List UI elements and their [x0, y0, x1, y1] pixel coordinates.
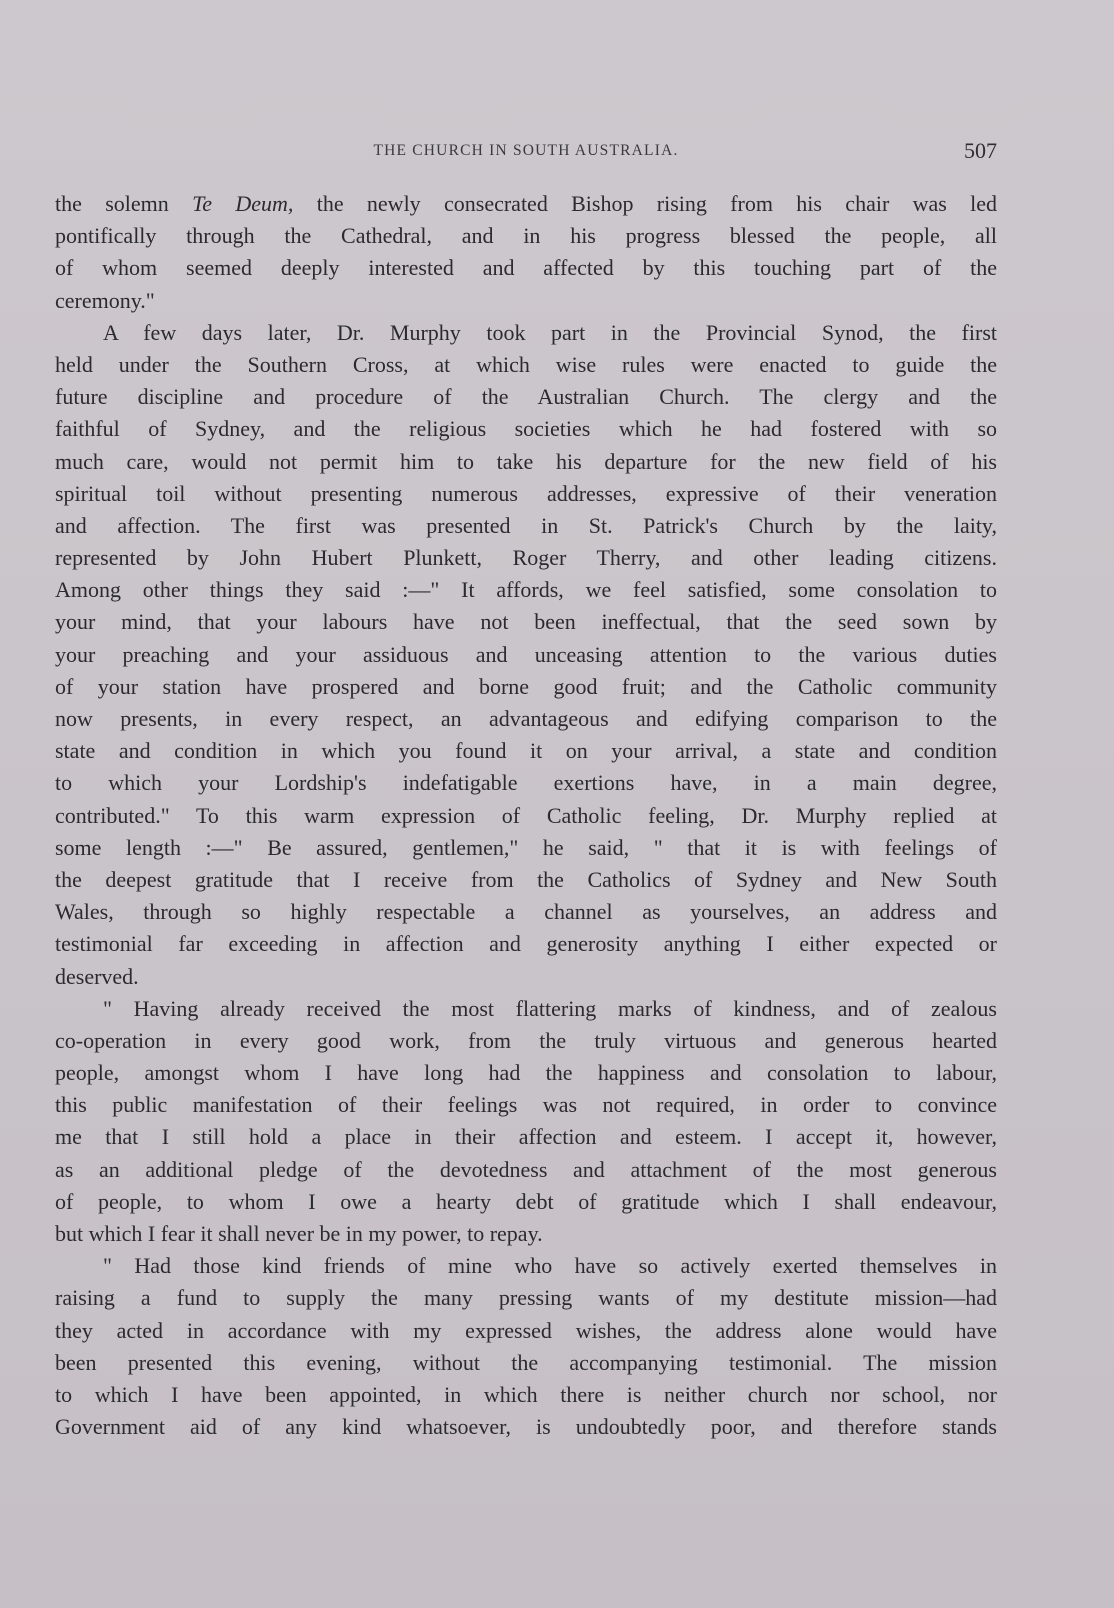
- text-line: Among other things they said :—" It affords, we feel satisfied, some consolation to: [55, 577, 997, 603]
- text-line: future discipline and procedure of the Australian Church. The clergy and the: [55, 384, 997, 410]
- text-line: they acted in accordance with my expressed wishes, the address alone would have: [55, 1317, 997, 1343]
- text-line: your preaching and your assiduous and unceasing attention to the various duties: [55, 641, 997, 667]
- text-line: represented by John Hubert Plunkett, Roger Therry, and other leading citizens.: [55, 545, 997, 571]
- text-line: and affection. The first was presented in St. Patrick's Church by the laity,: [55, 512, 997, 538]
- text-line: been presented this evening, without the accompanying testimonial. The mission: [55, 1349, 997, 1375]
- text-line: people, amongst whom I have long had the happiness and consolation to labour,: [55, 1060, 997, 1086]
- text-line: spiritual toil without presenting numerous addresses, expressive of their veneration: [55, 480, 997, 506]
- text-line: to which your Lordship's indefatigable exertions have, in a main degree,: [55, 770, 997, 796]
- text-line: but which I fear it shall never be in my power, to repay.: [55, 1221, 543, 1246]
- running-head: THE CHURCH IN SOUTH AUSTRALIA.: [373, 142, 679, 159]
- paragraph: [55, 993, 997, 1251]
- page-header: [55, 138, 997, 168]
- text-line: of whom seemed deeply interested and affected by this touching part of the: [55, 255, 997, 281]
- text-line: the deepest gratitude that I receive from the Catholics of Sydney and New South: [55, 866, 997, 892]
- text-line: contributed." To this warm expression of Catholic feeling, Dr. Murphy replied at: [55, 802, 997, 828]
- body-text: [55, 188, 997, 1443]
- text-line: Government aid of any kind whatsoever, is undoubtedly poor, and therefore stands: [55, 1414, 997, 1440]
- text-line: Wales, through so highly respectable a channel as yourselves, an address and: [55, 899, 997, 925]
- paragraph: [55, 188, 997, 317]
- text-line: some length :—" Be assured, gentlemen," he said, " that it is with feelings of: [55, 834, 997, 860]
- text-line: A few days later, Dr. Murphy took part in the Provincial Synod, the first: [103, 319, 997, 345]
- text-line: pontifically through the Cathedral, and in his progress blessed the people, all: [55, 223, 997, 249]
- text-line: " Had those kind friends of mine who have so actively exerted themselves in: [103, 1253, 997, 1279]
- text-line: co-operation in every good work, from the truly virtuous and generous hearted: [55, 1027, 997, 1053]
- paragraph: [55, 1250, 997, 1443]
- text-line: much care, would not permit him to take his departure for the new field of his: [55, 448, 997, 474]
- text-line: this public manifestation of their feelings was not required, in order to convince: [55, 1092, 997, 1118]
- text-line: me that I still hold a place in their affection and esteem. I accept it, however,: [55, 1124, 997, 1150]
- text-line: " Having already received the most flattering marks of kindness, and of zealous: [103, 995, 997, 1021]
- text-line: to which I have been appointed, in which there is neither church nor school, nor: [55, 1381, 997, 1407]
- text-line: faithful of Sydney, and the religious societies which he had fostered with so: [55, 416, 997, 442]
- text-line: held under the Southern Cross, at which wise rules were enacted to guide the: [55, 351, 997, 377]
- text-line: of people, to whom I owe a hearty debt of gratitude which I shall endeavour,: [55, 1188, 997, 1214]
- text-line: of your station have prospered and borne good fruit; and the Catholic community: [55, 673, 997, 699]
- text-line: state and condition in which you found it on your arrival, a state and condition: [55, 738, 997, 764]
- text-line: raising a fund to supply the many pressing wants of my destitute mission—had: [55, 1285, 997, 1311]
- text-line: deserved.: [55, 963, 139, 989]
- text-line: your mind, that your labours have not been ineffectual, that the seed sown by: [55, 609, 997, 635]
- text-line: now presents, in every respect, an advantageous and edifying comparison to the: [55, 706, 997, 731]
- page-number: 507: [964, 138, 997, 163]
- paragraph: [55, 317, 997, 993]
- text-line: testimonial far exceeding in affection and generosity anything I either expected or: [55, 931, 997, 957]
- text-line: ceremony.": [55, 287, 155, 313]
- text-line: as an additional pledge of the devotedness and attachment of the most generous: [55, 1156, 997, 1182]
- text-line: the solemn Te Deum, the newly consecrated Bishop rising from his chair was led: [55, 191, 997, 216]
